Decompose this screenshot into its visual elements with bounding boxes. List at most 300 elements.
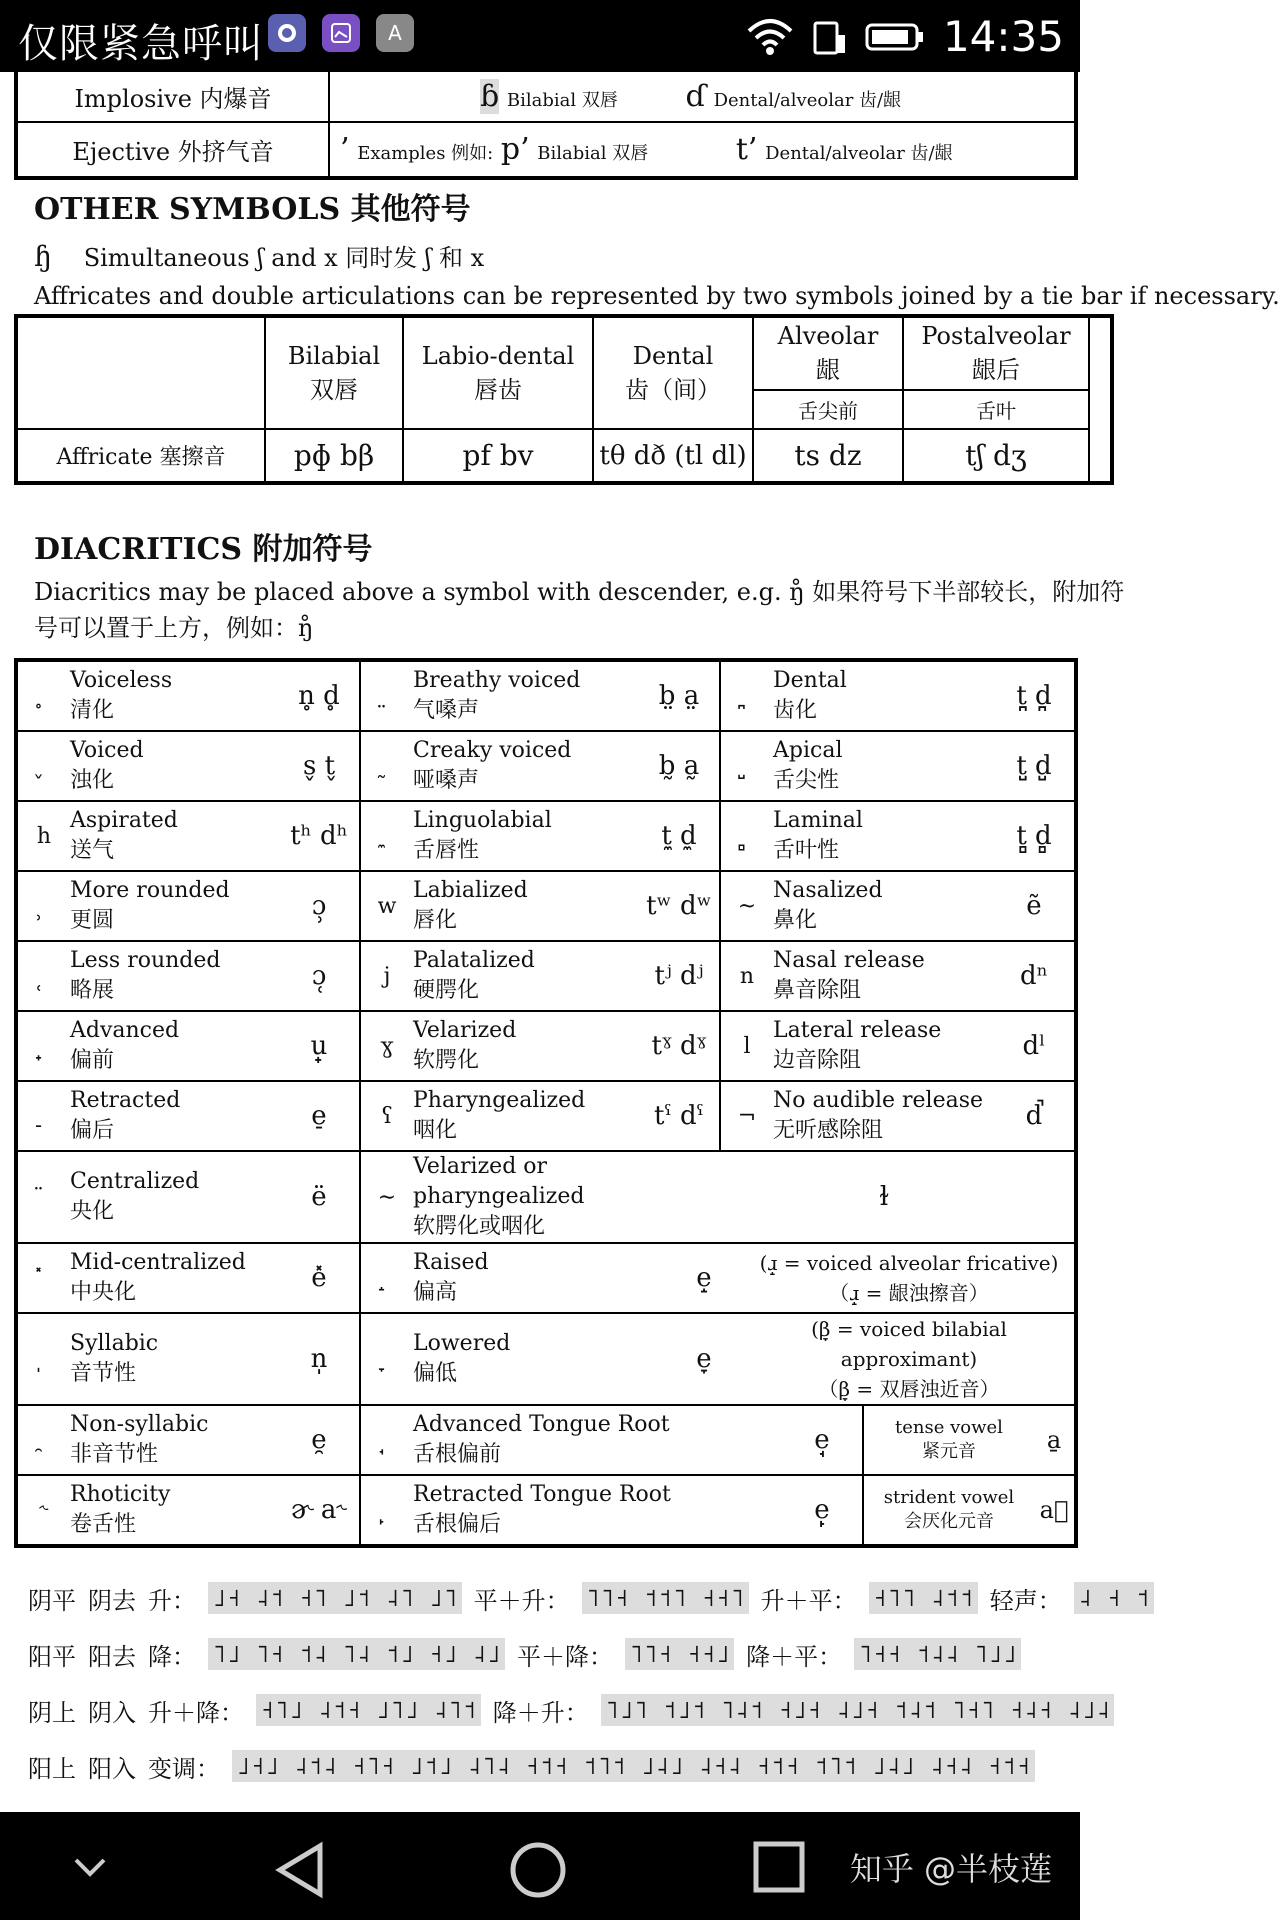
diacritic-cell xyxy=(720,731,1076,801)
affricate-postalveolar: tʃ dʒ xyxy=(903,429,1089,483)
header-postalveolar-sub: 舌叶 xyxy=(903,390,1089,429)
diacritic-note-en: (β̞ = voiced bilabial approximant) xyxy=(811,1317,1007,1371)
a-notification-icon xyxy=(376,14,414,52)
diacritic-cell xyxy=(16,1011,360,1081)
affricate-table xyxy=(14,314,1114,485)
tone-marks-2: ˥˥˧ ˧˧˩ xyxy=(625,1638,734,1670)
status-bar xyxy=(0,0,1080,72)
diacritic-cell xyxy=(360,1081,720,1151)
tone-label: 升＋降： xyxy=(148,1698,244,1727)
diacritic-label xyxy=(413,736,639,796)
diacritic-symbol xyxy=(18,1428,70,1453)
diacritic-row xyxy=(16,1313,1076,1405)
diacritic-name-en: Rhoticity xyxy=(70,1482,171,1507)
diacritic-name-en: Voiced xyxy=(70,738,144,763)
diacritic-name-zh: 软腭化 xyxy=(413,1048,480,1073)
diacritic-symbol xyxy=(361,824,413,849)
tone-row xyxy=(28,1570,1154,1626)
simultaneous-symbol: ɧ xyxy=(34,240,53,273)
tone-label: 变调： xyxy=(148,1754,220,1783)
diacritic-name-en: Advanced xyxy=(70,1018,180,1043)
diacritic-label xyxy=(70,1086,279,1146)
diacritic-cell xyxy=(16,941,360,1011)
affricate-row xyxy=(16,429,1112,483)
diacritic-cell xyxy=(360,731,720,801)
diacritic-example: s̬ t̬ xyxy=(302,751,336,781)
implosive-dental-symbol: ɗ xyxy=(685,79,706,114)
vowel-tag-example: a̱ xyxy=(1046,1426,1062,1454)
ejective-dental-note: Dental/alveolar 齿/龈 xyxy=(765,143,953,164)
diacritic-symbol xyxy=(18,754,70,779)
diacritic-cell xyxy=(16,1151,360,1243)
diacritic-symbol xyxy=(361,1498,413,1523)
clock: 14:35 xyxy=(942,12,1064,61)
diacritic-row xyxy=(16,660,1076,731)
diacritic-symbol: w xyxy=(377,893,397,919)
diacritic-name-zh: 鼻音除阻 xyxy=(773,978,862,1003)
implosive-row xyxy=(16,70,1076,122)
ejective-examples: Examples 例如: xyxy=(357,143,494,164)
diacritic-label xyxy=(413,1410,782,1470)
diacritic-name-zh: 舌唇性 xyxy=(413,838,480,863)
diacritic-example: ɔ̜ xyxy=(311,961,327,991)
affricate-labiodental: pf bv xyxy=(403,429,593,483)
other-symbols-title: OTHER SYMBOLS 其他符号 xyxy=(34,192,471,227)
tone-marks-4: ˨ ˧ ˦ xyxy=(1074,1582,1154,1614)
diacritic-symbol xyxy=(18,1347,70,1372)
diacritic-name-en: Creaky voiced xyxy=(413,738,572,763)
vowel-tag xyxy=(862,1476,1074,1544)
header-bilabial-zh: 双唇 xyxy=(310,375,358,404)
header-dental-en: Dental xyxy=(632,341,714,370)
diacritic-name-en: Lateral release xyxy=(773,1018,942,1043)
diacritic-name-en: Less rounded xyxy=(70,948,221,973)
diacritic-name-en: Pharyngealized xyxy=(413,1088,586,1113)
diacritic-example: e̠ xyxy=(311,1101,327,1131)
diacritic-label xyxy=(773,666,994,726)
diacritic-row xyxy=(16,1151,1076,1243)
diacritic-row xyxy=(16,1243,1076,1313)
diacritic-symbol: l xyxy=(743,1033,751,1059)
implosive-label: Implosive 内爆音 xyxy=(16,70,329,122)
ejective-label: Ejective 外挤气音 xyxy=(16,122,329,178)
diacritic-cell xyxy=(360,1475,1076,1546)
diacritic-label xyxy=(773,876,994,936)
diacritic-symbol xyxy=(361,1266,413,1291)
tone-marks-2: ˥˩˥ ˦˩˦ ˥˨˦ ˧˩˧ ˨˩˧ ˦˨˦ ˥˧˥ ˧˨˧ ˨˩˨ xyxy=(601,1694,1115,1726)
recents-icon[interactable] xyxy=(752,1842,808,1898)
diacritic-name-zh: 音节性 xyxy=(70,1361,137,1386)
affricate-dental: tθ dð (tl dl) xyxy=(593,429,753,483)
diacritic-label xyxy=(773,806,994,866)
vowel-tag-zh: 紧元音 xyxy=(922,1441,976,1462)
header-dental-zh: 齿（间） xyxy=(625,375,721,404)
diacritic-cell xyxy=(360,1313,1076,1405)
diacritic-example: u̟ xyxy=(310,1031,328,1061)
diacritic-name-en: Labialized xyxy=(413,878,528,903)
header-labiodental-zh: 唇齿 xyxy=(474,375,522,404)
implosive-bilabial-symbol: ɓ xyxy=(480,79,500,114)
header-alveolar-en: Alveolar xyxy=(777,322,879,350)
diacritic-symbol xyxy=(18,894,70,919)
diacritic-symbol xyxy=(18,684,70,709)
affricate-note: Affricates and double articulations can be represented by two symbols joined by a tie bar if necessary. xyxy=(34,282,1280,310)
diacritic-name-zh: 更圆 xyxy=(70,908,115,933)
diacritic-symbol xyxy=(361,1347,413,1372)
diacritic-example: ɚ a˞ xyxy=(290,1495,348,1525)
ejective-bilabial-symbol: p’ xyxy=(500,132,530,167)
diacritic-label xyxy=(70,666,279,726)
tone-label: 降： xyxy=(148,1642,196,1671)
collapse-chevron-icon[interactable] xyxy=(70,1852,110,1882)
diacritic-row xyxy=(16,1475,1076,1546)
diacritic-name-zh: 边音除阻 xyxy=(773,1048,862,1073)
tone-b: 阳入 xyxy=(88,1754,136,1783)
diacritic-cell xyxy=(360,660,720,731)
diacritic-row xyxy=(16,1405,1076,1475)
diacritic-cell xyxy=(16,1313,360,1405)
tone-label-2: 平＋降： xyxy=(516,1642,613,1671)
back-icon[interactable] xyxy=(272,1842,328,1898)
diacritic-row xyxy=(16,801,1076,871)
diacritic-row xyxy=(16,941,1076,1011)
diacritic-cell xyxy=(16,1405,360,1475)
diacritic-name-zh: 偏高 xyxy=(413,1280,458,1305)
diacritic-row xyxy=(16,871,1076,941)
diacritic-cell xyxy=(16,660,360,731)
diacritic-cell xyxy=(16,801,360,871)
diacritic-example: dⁿ xyxy=(1020,961,1048,991)
tone-marks-3: ˥˧˧ ˦˨˨ ˥˩˩ xyxy=(854,1638,1021,1670)
diacritic-example: e̝ xyxy=(696,1263,712,1293)
diacritic-symbol xyxy=(721,754,773,779)
diacritic-name-zh: 非音节性 xyxy=(70,1442,159,1467)
diacritic-example: t̪ d̪ xyxy=(1016,681,1052,711)
diacritic-name-en: Apical xyxy=(773,738,843,763)
diacritic-example: t̻ d̻ xyxy=(1016,821,1052,851)
diacritic-label xyxy=(413,806,639,866)
diacritic-name-en: Advanced Tongue Root xyxy=(413,1412,670,1437)
diacritic-label xyxy=(413,946,639,1006)
diacritic-symbol xyxy=(721,824,773,849)
diacritic-name-en: Retracted Tongue Root xyxy=(413,1482,671,1507)
implosive-table xyxy=(14,68,1078,180)
tone-row xyxy=(28,1738,1154,1794)
diacritic-symbol xyxy=(18,1266,70,1291)
diacritic-name-zh: 略展 xyxy=(70,978,115,1003)
diacritic-name-en: Nasal release xyxy=(773,948,925,973)
diacritic-name-en: More rounded xyxy=(70,878,230,903)
diacritic-example: e̽ xyxy=(311,1263,327,1293)
diacritic-cell xyxy=(16,731,360,801)
navigation-bar xyxy=(0,1812,1080,1920)
diacritic-example: tˠ dˠ xyxy=(651,1031,707,1061)
implosive-dental-note: Dental/alveolar 齿/龈 xyxy=(713,90,902,111)
diacritic-example: tʲ dʲ xyxy=(654,961,704,991)
diacritic-label xyxy=(413,1086,639,1146)
tone-label-2: 降＋升： xyxy=(492,1698,589,1727)
diacritic-label xyxy=(70,1167,279,1227)
diacritic-label xyxy=(773,1016,994,1076)
diacritic-example: d̚ xyxy=(1025,1101,1043,1131)
diacritic-name-zh: 鼻化 xyxy=(773,908,818,933)
diacritics-intro-1: Diacritics may be placed above a symbol with descender, e.g. ŋ̊ 如果符号下半部较长，附加符 xyxy=(34,578,1125,606)
diacritic-cell xyxy=(720,660,1076,731)
diacritic-name-en: Breathy voiced xyxy=(413,668,581,693)
diacritics-intro-2: 号可以置于上方，例如：ŋ̊ xyxy=(34,614,314,642)
diacritic-example: tʷ dʷ xyxy=(646,891,712,921)
diacritic-row xyxy=(16,1081,1076,1151)
tone-a: 阳上 xyxy=(28,1754,76,1783)
diacritic-symbol: ∼ xyxy=(377,1184,397,1210)
diacritic-cell xyxy=(360,1243,1076,1313)
diacritic-example: b̤ a̤ xyxy=(658,681,700,711)
diacritic-symbol: ˞ xyxy=(39,1497,49,1523)
tone-chart xyxy=(28,1570,1154,1794)
tone-a: 阳平 xyxy=(28,1642,76,1671)
diacritic-row xyxy=(16,1011,1076,1081)
diacritic-label xyxy=(413,1329,664,1389)
tone-b: 阴去 xyxy=(88,1586,136,1615)
tone-label: 升： xyxy=(148,1586,196,1615)
diacritic-name-en: Velarized xyxy=(413,1018,517,1043)
diacritic-symbol xyxy=(361,1428,413,1453)
document-page[interactable] xyxy=(0,72,1280,1812)
diacritic-name-zh: 舌尖性 xyxy=(773,768,840,793)
diacritic-symbol: ʕ xyxy=(381,1103,393,1129)
app-notification-icon xyxy=(268,14,306,52)
tone-label-2: 平＋升： xyxy=(473,1586,570,1615)
diacritic-example: ɫ xyxy=(879,1182,889,1212)
tone-row xyxy=(28,1626,1154,1682)
diacritic-label xyxy=(413,666,639,726)
diacritic-name-zh: 央化 xyxy=(70,1199,115,1224)
diacritic-name-zh: 卷舌性 xyxy=(70,1512,137,1537)
diacritic-name-zh: 偏后 xyxy=(70,1118,115,1143)
affricate-row-label: Affricate 塞擦音 xyxy=(16,429,265,483)
diacritic-name-zh: 咽化 xyxy=(413,1118,458,1143)
diacritic-example: ẽ xyxy=(1026,891,1042,921)
diacritic-cell xyxy=(16,1081,360,1151)
diacritic-name-en: Palatalized xyxy=(413,948,535,973)
diacritic-label xyxy=(70,1248,279,1308)
diacritic-cell xyxy=(360,1011,720,1081)
ejective-row xyxy=(16,122,1076,178)
wifi-icon xyxy=(747,17,793,57)
vowel-tag-example: a᷽ xyxy=(1039,1496,1069,1524)
diacritic-name-zh: 送气 xyxy=(70,838,115,863)
diacritic-cell xyxy=(360,1405,1076,1475)
gallery-notification-icon xyxy=(322,14,360,52)
diacritic-label xyxy=(413,1248,664,1308)
header-alveolar-zh: 龈 xyxy=(816,356,840,384)
diacritic-note-zh: （ɹ̝ = 龈浊擦音） xyxy=(829,1281,989,1305)
tone-b: 阴入 xyxy=(88,1698,136,1727)
diacritic-note xyxy=(744,1248,1074,1308)
header-labiodental-en: Labio-dental xyxy=(421,341,575,370)
diacritic-name-zh: 浊化 xyxy=(70,768,115,793)
tone-a: 阴平 xyxy=(28,1586,76,1615)
ejective-bilabial-note: Bilabial 双唇 xyxy=(537,143,649,164)
diacritic-symbol xyxy=(361,754,413,779)
diacritic-example: ë xyxy=(311,1182,327,1212)
diacritic-symbol: ¬ xyxy=(737,1103,757,1129)
diacritic-label xyxy=(773,946,994,1006)
watermark: 知乎 @半枝莲 xyxy=(849,1850,1052,1888)
tone-marks: ˩˧˩ ˨˦˨ ˧˥˧ ˩˦˩ ˨˥˨ ˧˦˧ ˦˥˦ ˩˨˩ ˨˧˨ ˧˦˧ ˦˥˦ ˩˨˩ ˨˧˨ ˧˦˧ xyxy=(232,1750,1035,1782)
tone-label-4: 轻声： xyxy=(989,1586,1062,1615)
diacritic-name-zh: 偏前 xyxy=(70,1048,115,1073)
diacritic-label xyxy=(70,876,279,936)
diacritic-cell xyxy=(16,871,360,941)
diacritic-example: t̼ d̼ xyxy=(661,821,697,851)
diacritic-name-en: Mid-centralized xyxy=(70,1250,246,1275)
diacritic-label xyxy=(413,1480,782,1540)
ejective-dental-symbol: t’ xyxy=(735,132,758,167)
diacritic-label xyxy=(70,1410,279,1470)
tone-b: 阳去 xyxy=(88,1642,136,1671)
diacritic-cell xyxy=(720,1011,1076,1081)
diacritic-name-en: Dental xyxy=(773,668,847,693)
tone-marks: ˥˩ ˥˧ ˦˨ ˥˨ ˦˩ ˧˩ ˨˩ xyxy=(208,1638,505,1670)
diacritic-example: dˡ xyxy=(1022,1031,1046,1061)
diacritic-note-en: (ɹ̝ = voiced alveolar fricative) xyxy=(759,1251,1059,1275)
header-postalveolar-en: Postalveolar xyxy=(921,322,1071,350)
tone-label-3: 降＋平： xyxy=(746,1642,843,1671)
diacritic-name-en: Linguolabial xyxy=(413,808,552,833)
diacritic-name-zh: 偏低 xyxy=(413,1361,458,1386)
vowel-tag-zh: 会厌化元音 xyxy=(904,1511,994,1532)
diacritic-name-en: Velarized or pharyngealized xyxy=(413,1154,585,1209)
affricate-alveolar: ts dz xyxy=(753,429,903,483)
diacritic-cell xyxy=(720,941,1076,1011)
diacritic-name-zh: 气嗓声 xyxy=(413,698,480,723)
diacritic-symbol xyxy=(721,684,773,709)
diacritics-title: DIACRITICS 附加符号 xyxy=(34,532,373,567)
diacritic-cell xyxy=(360,801,720,871)
diacritic-label xyxy=(773,736,994,796)
vowel-tag-en: tense vowel xyxy=(895,1417,1003,1438)
diacritic-name-en: Retracted xyxy=(70,1088,181,1113)
diacritic-name-en: Voiceless xyxy=(70,668,173,693)
diacritic-symbol xyxy=(18,1185,70,1210)
diacritic-name-zh: 清化 xyxy=(70,698,115,723)
diacritic-label xyxy=(70,736,279,796)
diacritic-symbol xyxy=(361,684,413,709)
vowel-tag-en: strident vowel xyxy=(883,1487,1015,1508)
diacritic-name-zh: 中央化 xyxy=(70,1280,137,1305)
diacritic-example: t̺ d̺ xyxy=(1016,751,1052,781)
diacritic-symbol xyxy=(18,964,70,989)
diacritic-name-en: Centralized xyxy=(70,1169,200,1194)
notification-icons xyxy=(268,14,414,52)
simultaneous-line xyxy=(34,238,484,273)
tone-a: 阴上 xyxy=(28,1698,76,1727)
diacritic-label xyxy=(70,1016,279,1076)
diacritic-label xyxy=(70,946,279,1006)
diacritic-example: tʰ dʰ xyxy=(290,821,348,851)
diacritic-name-zh: 唇化 xyxy=(413,908,458,933)
ejective-mark: ’ xyxy=(340,132,350,167)
diacritic-symbol: ɣ xyxy=(380,1033,394,1059)
affricate-header-row xyxy=(16,316,1112,390)
implosive-bilabial-note: Bilabial 双唇 xyxy=(506,90,618,111)
diacritic-name-en: Nasalized xyxy=(773,878,883,903)
diacritic-example: b̰ a̰ xyxy=(658,751,700,781)
diacritic-symbol: h xyxy=(36,823,52,849)
header-bilabial-en: Bilabial xyxy=(287,341,381,370)
diacritic-name-zh: 硬腭化 xyxy=(413,978,480,1003)
diacritic-name-en: Syllabic xyxy=(70,1331,159,1356)
diacritic-symbol: j xyxy=(383,963,391,989)
tone-marks-3: ˧˥˥ ˨˦˦ xyxy=(869,1582,978,1614)
diacritic-cell xyxy=(16,1243,360,1313)
sim-icon xyxy=(811,17,847,57)
header-alveolar-sub: 舌尖前 xyxy=(753,390,903,429)
diacritic-name-zh: 无听感除阻 xyxy=(773,1118,884,1143)
vowel-tag xyxy=(862,1406,1074,1474)
diacritic-symbol: ~ xyxy=(737,893,757,919)
diacritic-note-zh: （β̞ = 双唇浊近音） xyxy=(818,1377,1000,1401)
diacritic-symbol: n xyxy=(739,963,755,989)
tone-label-3: 升＋平： xyxy=(760,1586,857,1615)
diacritic-example: ɔ̹ xyxy=(311,891,327,921)
diacritic-name-en: No audible release xyxy=(773,1088,984,1113)
diacritic-note xyxy=(744,1314,1074,1404)
diacritic-symbol xyxy=(18,1104,70,1129)
diacritic-example: n̩ xyxy=(310,1344,328,1374)
diacritic-example: e̞ xyxy=(696,1344,712,1374)
diacritic-name-en: Aspirated xyxy=(70,808,178,833)
tone-marks: ˩˧ ˨˦ ˧˥ ˩˦ ˨˥ ˩˥ xyxy=(208,1582,462,1614)
tone-marks-2: ˥˥˧ ˦˦˥ ˧˧˥ xyxy=(582,1582,749,1614)
diacritic-cell xyxy=(720,801,1076,871)
diacritic-cell xyxy=(720,871,1076,941)
affricate-bilabial: pɸ bβ xyxy=(265,429,403,483)
diacritic-label xyxy=(413,876,639,936)
diacritic-example: n̥ d̥ xyxy=(298,681,340,711)
diacritic-cell xyxy=(360,871,720,941)
diacritic-row xyxy=(16,731,1076,801)
header-postalveolar-zh: 龈后 xyxy=(972,356,1020,384)
carrier-text: 仅限紧急呼叫 xyxy=(18,21,264,67)
a-letter: A xyxy=(388,21,402,45)
diacritic-label xyxy=(70,1329,279,1389)
diacritics-table xyxy=(14,658,1078,1548)
diacritic-name-zh: 齿化 xyxy=(773,698,818,723)
home-icon[interactable] xyxy=(508,1842,568,1902)
diacritic-cell xyxy=(720,1081,1076,1151)
diacritic-name-zh: 舌根偏前 xyxy=(413,1442,502,1467)
diacritic-cell xyxy=(360,1151,1076,1243)
tone-marks: ˧˥˩ ˨˦˧ ˩˥˩ ˨˥˦ xyxy=(256,1694,481,1726)
diacritic-label xyxy=(70,806,279,866)
tone-row xyxy=(28,1682,1154,1738)
diacritic-example: e̯ xyxy=(311,1425,327,1455)
diacritic-name-en: Non-syllabic xyxy=(70,1412,209,1437)
diacritic-name-en: Laminal xyxy=(773,808,863,833)
diacritic-example: e̙ xyxy=(814,1495,830,1525)
diacritic-example: e̘ xyxy=(814,1425,830,1455)
diacritic-label xyxy=(70,1480,279,1540)
diacritic-cell xyxy=(16,1475,360,1546)
diacritic-name-zh: 舌根偏后 xyxy=(413,1512,502,1537)
diacritic-name-zh: 哑嗓声 xyxy=(413,768,480,793)
diacritic-name-en: Lowered xyxy=(413,1331,511,1356)
diacritic-symbol xyxy=(18,1034,70,1059)
diacritic-name-en: Raised xyxy=(413,1250,489,1275)
simultaneous-text: Simultaneous ʃ and x 同时发 ʃ 和 x xyxy=(83,244,485,272)
